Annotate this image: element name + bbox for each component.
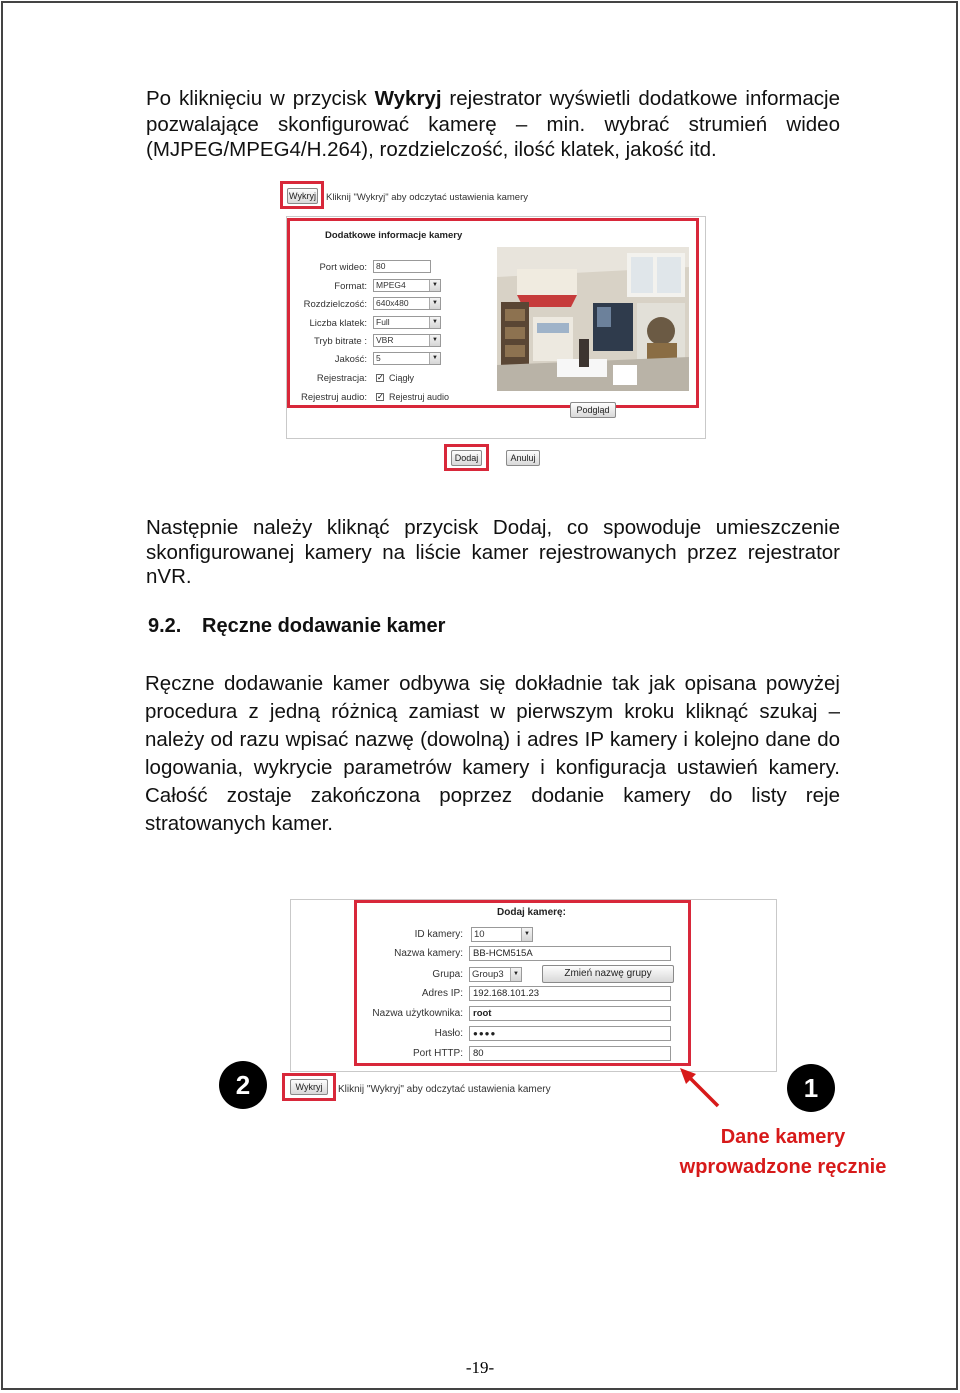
chevron-down-icon: ▼ xyxy=(429,298,440,309)
note-line-1: Dane kamery xyxy=(720,1126,846,1148)
intro-text-start: Po kliknięciu w przycisk xyxy=(146,87,375,110)
id-label: ID kamery: xyxy=(414,929,463,940)
rename-group-button[interactable]: Zmień nazwę grupy xyxy=(542,965,674,983)
camera-details-title: Dodatkowe informacje kamery xyxy=(325,230,463,241)
detect-hint-2: Kliknij "Wykryj" aby odczytać ustawienia kamery xyxy=(338,1084,551,1095)
recording-checkbox[interactable]: ✓ xyxy=(377,373,384,382)
quality-value: 5 xyxy=(376,353,381,363)
section-number: 9.2. xyxy=(148,615,182,637)
fps-select[interactable] xyxy=(373,316,441,329)
manual-data-note xyxy=(668,1122,898,1182)
intro-text-end: rejestrator wyświetli dodatkowe informacje pozwalające skonfigurować kamerę – min. wybrać strumień wideo (MJPEG/MPEG4/H.264), rozdzielczość, ilość klatek, jakość itd. xyxy=(146,87,840,161)
detect-hint: Kliknij "Wykryj" aby odczytać ustawienia kamery xyxy=(326,192,529,203)
username-input[interactable]: root xyxy=(469,1006,671,1021)
preview-button[interactable]: Podgląd xyxy=(570,402,616,418)
port-input[interactable]: 80 xyxy=(373,260,431,273)
chevron-down-icon: ▼ xyxy=(429,317,440,328)
quality-label: Jakość: xyxy=(334,354,367,365)
id-select[interactable] xyxy=(471,927,533,942)
step-2-badge: 2 xyxy=(219,1061,267,1109)
audio-option: Rejestruj audio xyxy=(389,392,450,402)
format-label: Format: xyxy=(334,281,367,292)
password-label: Hasło: xyxy=(434,1028,463,1039)
fps-value: Full xyxy=(376,317,390,327)
bitrate-label: Tryb bitrate : xyxy=(314,336,367,347)
resolution-value: 640x480 xyxy=(376,298,409,308)
intro-bold-wykryj: Wykryj xyxy=(374,87,442,110)
arrow-icon xyxy=(676,1066,726,1112)
fps-label: Liczba klatek: xyxy=(309,318,367,329)
chevron-down-icon: ▼ xyxy=(510,968,521,981)
password-input[interactable]: ●●●● xyxy=(469,1026,671,1041)
name-input[interactable]: BB-HCM515A xyxy=(469,946,671,961)
chevron-down-icon: ▼ xyxy=(429,353,440,364)
chevron-down-icon: ▼ xyxy=(429,280,440,291)
detect-button[interactable]: Wykryj xyxy=(287,188,318,204)
camera-preview-drawing xyxy=(497,247,689,391)
section-title: Ręczne dodawanie kamer xyxy=(202,615,446,637)
id-value: 10 xyxy=(474,929,485,940)
http-port-label: Port HTTP: xyxy=(412,1048,463,1059)
page-number: -19- xyxy=(465,1358,495,1377)
chevron-down-icon: ▼ xyxy=(521,928,532,941)
audio-label: Rejestruj audio: xyxy=(300,392,367,403)
add-camera-title: Dodaj kamerę: xyxy=(497,907,566,918)
chevron-down-icon: ▼ xyxy=(429,335,440,346)
ip-label: Adres IP: xyxy=(421,988,463,999)
resolution-label: Rozdzielczość: xyxy=(303,299,367,310)
username-label: Nazwa użytkownika: xyxy=(372,1008,463,1019)
camera-preview-image xyxy=(497,247,689,391)
audio-checkbox[interactable]: ✓ xyxy=(377,392,384,401)
format-value: MPEG4 xyxy=(376,280,406,290)
bitrate-select[interactable] xyxy=(373,334,441,347)
recording-label: Rejestracja: xyxy=(316,373,367,384)
name-label: Nazwa kamery: xyxy=(394,948,463,959)
cancel-button[interactable]: Anuluj xyxy=(506,450,540,466)
manual-add-paragraph: Ręczne dodawanie kamer odbywa się dokładnie tak jak opisana powyżej procedura z jedną różnicą zamiast w pierwszym kroku kliknąć szukaj – należy od razu wpisać nazwę (dowolną) i adres IP kamery i kolejno dane do logowania, wykrycie parametrów kamery i konfiguracja ustawień kamery. Całość zostaje zakończona poprzez dodanie kamery do listy reje stratowanych kamer. xyxy=(145,672,840,835)
group-value: Group3 xyxy=(472,969,504,980)
highlight-manual-data xyxy=(354,900,691,1066)
add-button[interactable]: Dodaj xyxy=(451,450,482,466)
group-select[interactable] xyxy=(469,967,522,982)
step-1-badge: 1 xyxy=(787,1064,835,1112)
quality-select[interactable] xyxy=(373,352,441,365)
note-line-2: wprowadzone ręcznie xyxy=(679,1156,887,1178)
format-select[interactable] xyxy=(373,279,441,292)
ip-input[interactable]: 192.168.101.23 xyxy=(469,986,671,1001)
detect-button-2[interactable]: Wykryj xyxy=(290,1079,328,1095)
resolution-select[interactable] xyxy=(373,297,441,310)
add-instruction-paragraph: Następnie należy kliknąć przycisk Dodaj, co spowoduje umieszczenie skonfigurowanej kamery na liście kamer rejestrowanych przez rejestrator nVR. xyxy=(146,516,840,588)
recording-option: Ciągły xyxy=(389,373,415,383)
section-heading xyxy=(148,615,445,638)
http-port-input[interactable]: 80 xyxy=(469,1046,671,1061)
port-label: Port wideo: xyxy=(319,262,367,273)
bitrate-value: VBR xyxy=(376,335,394,345)
group-label: Grupa: xyxy=(432,969,463,980)
intro-paragraph xyxy=(146,86,840,163)
